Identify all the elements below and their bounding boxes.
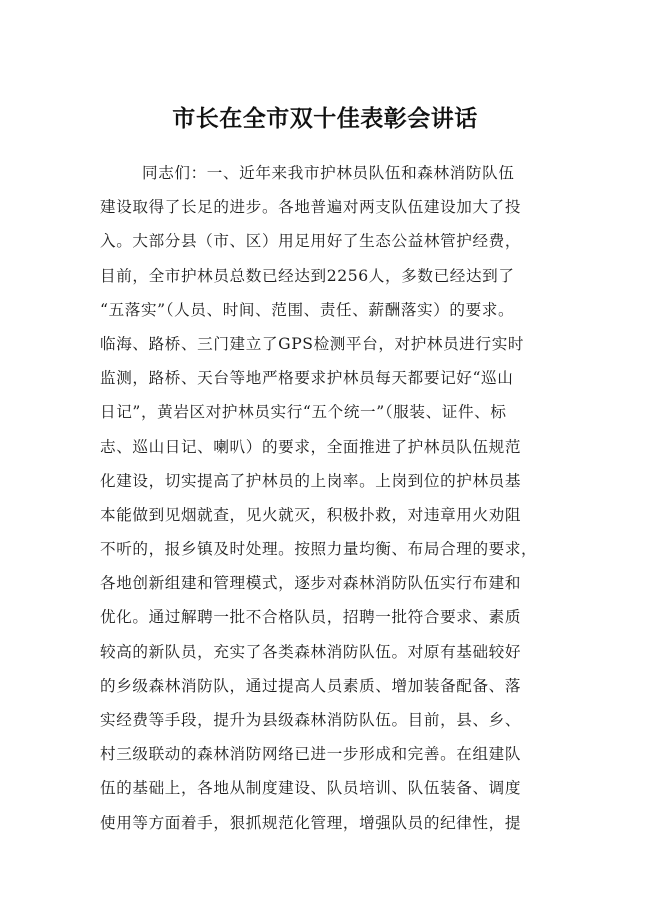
- body-line: 伍的基础上，各地从制度建设、队员培训、队伍装备、调度: [100, 779, 522, 798]
- body-line: 各地创新组建和管理模式，逐步对森林消防队伍实行布建和: [100, 574, 522, 593]
- body-line: 同志们：一、近年来我市护林员队伍和森林消防队伍: [142, 164, 515, 182]
- body-line: 的乡级森林消防队，通过提高人员素质、增加装备配备、落: [100, 676, 522, 695]
- document-title: 市长在全市双十佳表彰会讲话: [172, 106, 478, 132]
- body-line: 村三级联动的森林消防网络已进一步形成和完善。在组建队: [100, 745, 522, 764]
- body-line: 志、巡山日记、喇叭）的要求，全面推进了护林员队伍规范: [100, 437, 522, 456]
- document-body: [100, 156, 570, 840]
- body-line: 使用等方面着手，狠抓规范化管理，增强队员的纪律性，提: [100, 813, 522, 832]
- body-line: 入。大部分县（市、区）用足用好了生态公益林管护经费，: [100, 232, 522, 251]
- body-line: 目前，全市护林员总数已经达到2256人，多数已经达到了: [100, 266, 515, 285]
- body-line: 较高的新队员，充实了各类森林消防队伍。对原有基础较好: [100, 642, 522, 661]
- body-line: 建设取得了长足的进步。各地普遍对两支队伍建设加大了投: [100, 198, 522, 217]
- body-line: “五落实”（人员、时间、范围、责任、薪酬落实）的要求。: [100, 300, 515, 319]
- body-line: 日记”，黄岩区对护林员实行“五个统一”（服装、证件、标: [100, 403, 507, 422]
- body-line: 实经费等手段，提升为县级森林消防队伍。目前，县、乡、: [100, 711, 522, 729]
- body-line: 临海、路桥、三门建立了GPS检测平台，对护林员进行实时: [100, 334, 525, 353]
- body-line: 监测，路桥、天台等地严格要求护林员每天都要记好“巡山: [100, 369, 514, 388]
- body-line: 优化。通过解聘一批不合格队员，招聘一批符合要求、素质: [100, 608, 522, 627]
- body-line: 化建设，切实提高了护林员的上岗率。上岗到位的护林员基: [100, 471, 522, 490]
- body-line: 不听的，报乡镇及时处理。按照力量均衡、布局合理的要求，: [100, 540, 538, 559]
- body-line: 本能做到见烟就查，见火就灭，积极扑救，对违章用火劝阻: [100, 505, 522, 524]
